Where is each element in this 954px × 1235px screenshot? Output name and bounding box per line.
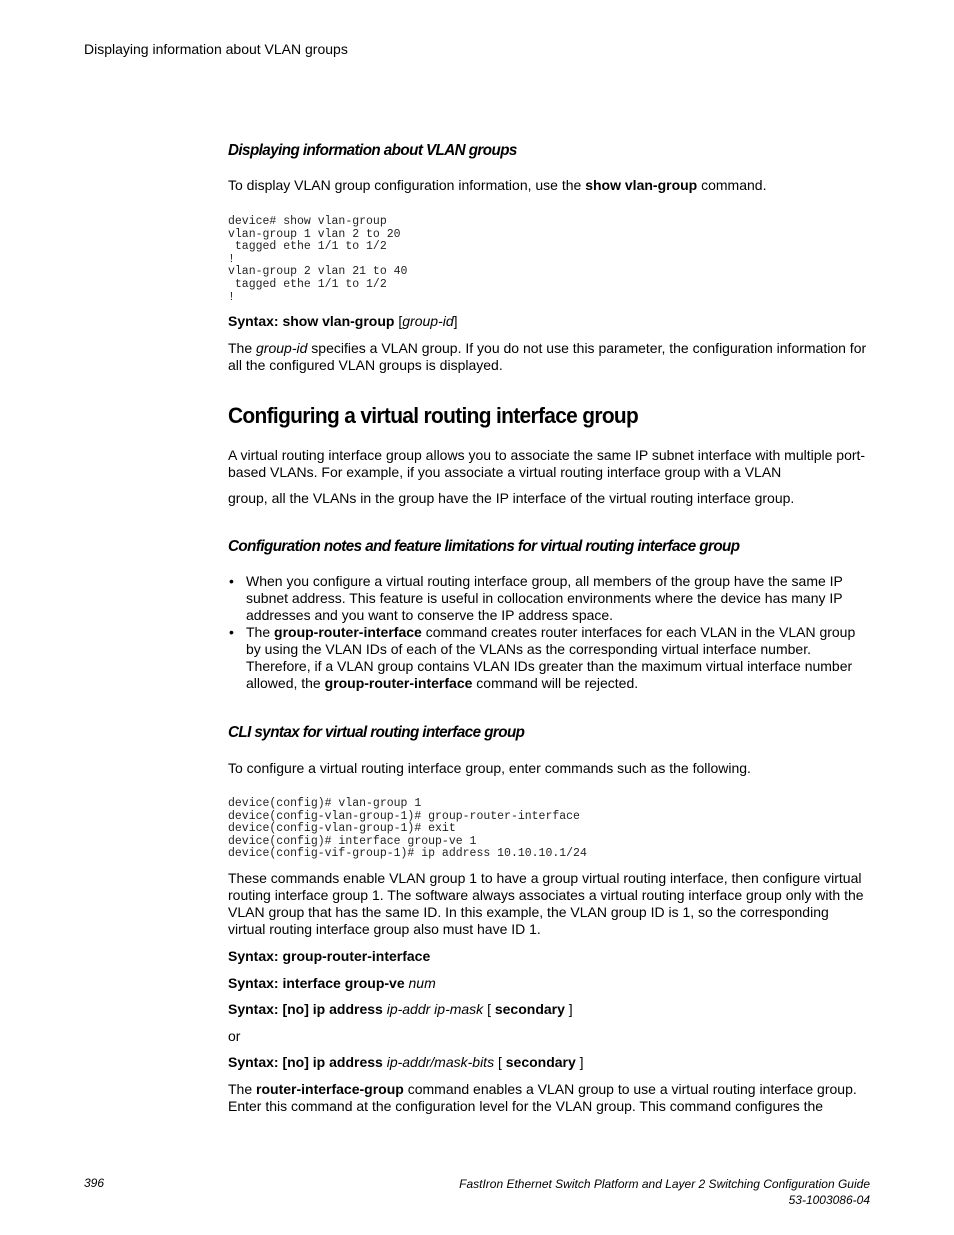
running-header: Displaying information about VLAN groups bbox=[84, 41, 348, 57]
command-keyword: show vlan-group bbox=[585, 177, 698, 193]
text: [ bbox=[483, 1001, 495, 1017]
syntax-line bbox=[228, 1054, 868, 1071]
text: [ bbox=[394, 313, 403, 329]
syntax-keyword: secondary bbox=[505, 1054, 576, 1070]
text: To display VLAN group configuration information, use the bbox=[228, 177, 586, 193]
text: [ bbox=[494, 1054, 506, 1070]
syntax-arg: group-id bbox=[402, 313, 454, 329]
syntax-keyword: secondary bbox=[494, 1001, 565, 1017]
paragraph-intro bbox=[228, 177, 868, 194]
text: command will be rejected. bbox=[472, 675, 639, 691]
paragraph-group-id bbox=[228, 340, 868, 374]
syntax-line bbox=[228, 1001, 868, 1018]
syntax-label: Syntax: [no] ip address bbox=[228, 1001, 383, 1017]
text: ] bbox=[453, 313, 458, 329]
command-keyword: group-router-interface bbox=[324, 675, 473, 691]
section-heading-config-notes: Configuration notes and feature limitations for virtual routing interface group bbox=[228, 538, 740, 555]
syntax-label: Syntax: group-router-interface bbox=[228, 948, 431, 964]
doc-number: 53-1003086-04 bbox=[788, 1193, 870, 1207]
text: ] bbox=[564, 1001, 573, 1017]
section-heading-display-vlan-groups: Displaying information about VLAN groups bbox=[228, 142, 517, 159]
bullet-text: When you configure a virtual routing interface group, all members of the group have the same IP subnet address. This feature is useful in collocation environments where the device has many IP addresses and you want to conserve the IP address space. bbox=[246, 573, 843, 623]
syntax-line bbox=[228, 948, 868, 965]
syntax-arg: num bbox=[408, 975, 436, 991]
text: specifies a VLAN group. If you do not use this parameter, the configuration information for all the configured VLAN groups is displayed. bbox=[228, 340, 867, 373]
syntax-line bbox=[228, 313, 868, 330]
text: command creates router interfaces for each VLAN in the VLAN group by using the VLAN IDs of each of the VLANs as the corresponding virtual interface number. Therefore, if a VLAN group contains VLAN IDs greater than the maximum virtual interface number allowed, the bbox=[246, 624, 856, 691]
paragraph-final bbox=[228, 1081, 868, 1115]
syntax-label: Syntax: [no] ip address bbox=[228, 1054, 383, 1070]
paragraph-vrig-2: group, all the VLANs in the group have the IP interface of the virtual routing interface group. bbox=[228, 490, 795, 506]
paragraph-explain: These commands enable VLAN group 1 to have a group virtual routing interface, then configure virtual routing interface group 1. The software always associates a virtual routing interface group only with the VLAN group that has the same ID. In this example, the VLAN group ID is 1, so the corresponding virtual routing interface group also must have ID 1. bbox=[228, 870, 864, 937]
guide-title: FastIron Ethernet Switch Platform and Layer 2 Switching Configuration Guide bbox=[459, 1177, 870, 1191]
text: The bbox=[228, 1081, 257, 1097]
footer-doc-info bbox=[459, 1176, 870, 1208]
syntax-arg: ip-addr/mask-bits bbox=[386, 1054, 495, 1070]
syntax-label: Syntax: interface group-ve bbox=[228, 975, 405, 991]
notes-list bbox=[228, 573, 868, 692]
paragraph-vrig-1: A virtual routing interface group allows you to associate the same IP subnet interface with multiple port-based VLANs. For example, if you associate a virtual routing interface group with a VLAN bbox=[228, 447, 866, 480]
syntax-arg: ip-addr ip-mask bbox=[386, 1001, 484, 1017]
paragraph-cli-intro: To configure a virtual routing interface group, enter commands such as the following. bbox=[228, 760, 751, 776]
list-item bbox=[228, 573, 868, 624]
text: command enables a VLAN group to use a virtual routing interface group. Enter this command at the configuration level for the VLAN group. This command configures the bbox=[228, 1081, 857, 1114]
code-block-vlan-group-config: device(config)# vlan-group 1 device(config-vlan-group-1)# group-router-interface device(config-vlan-group-1)# exit device(config)# interface group-ve 1 device(config-vif-group-1)# ip address 10.10.10.1/24 bbox=[228, 797, 587, 861]
section-heading-configuring: Configuring a virtual routing interface group bbox=[228, 403, 639, 428]
text: ] bbox=[575, 1054, 584, 1070]
or-text: or bbox=[228, 1028, 241, 1044]
syntax-line bbox=[228, 975, 868, 992]
text: command. bbox=[697, 177, 767, 193]
page-number: 396 bbox=[84, 1176, 105, 1190]
section-heading-cli-syntax: CLI syntax for virtual routing interface group bbox=[228, 724, 525, 741]
syntax-label: Syntax: show vlan-group bbox=[228, 313, 395, 329]
list-item bbox=[228, 624, 868, 692]
param: group-id bbox=[256, 340, 308, 356]
text: The bbox=[228, 340, 257, 356]
command-keyword: group-router-interface bbox=[274, 624, 422, 640]
command-keyword: router-interface-group bbox=[256, 1081, 404, 1097]
code-block-show-vlan-group: device# show vlan-group vlan-group 1 vlan 2 to 20 tagged ethe 1/1 to 1/2 ! vlan-group 2 vlan 21 to 40 tagged ethe 1/1 to 1/2 ! bbox=[228, 215, 408, 304]
text: The bbox=[246, 624, 275, 640]
